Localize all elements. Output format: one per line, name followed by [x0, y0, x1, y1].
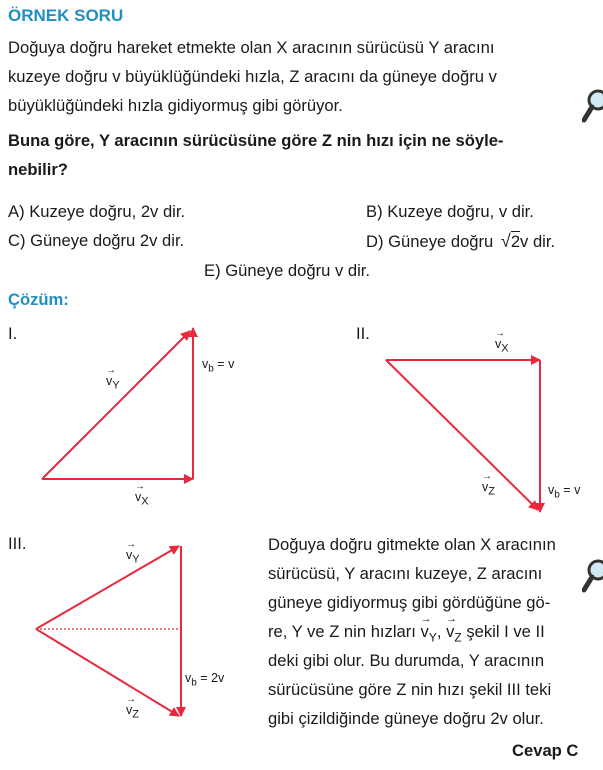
label-vb-3: $v_b = 2v$ [185, 671, 225, 689]
option-e: E) Güneye doğru v dir. [204, 261, 371, 280]
arrow-vz-3 [36, 629, 179, 716]
figure-1-label: I. [8, 324, 18, 343]
explanation-line-6: sürücüsüne göre Z nin hızı şekil III teki [268, 680, 552, 699]
question-line-1: Doğuya doğru hareket etmekte olan X aracının sürücüsü Y aracını [8, 38, 495, 57]
figure-1 [42, 328, 193, 479]
sqrt-radicand: 2 [510, 232, 521, 251]
option-c: C) Güneye doğru 2v dir. [8, 231, 185, 250]
solution-label: Çözüm: [8, 290, 69, 309]
option-d-suffix: v dir. [520, 232, 556, 251]
question-ask-line-1: Buna göre, Y aracının sürücüsüne göre Z nin hızı için ne söyle- [8, 131, 504, 150]
label-vz-3: → $v_Z$ [126, 694, 139, 721]
option-b: B) Kuzeye doğru, v dir. [366, 202, 534, 221]
label-vy-1: → $v_Y$ [106, 365, 120, 392]
label-vz-2: → $v_Z$ [482, 471, 495, 498]
explanation-line-1: Doğuya doğru gitmekte olan X aracının [268, 535, 556, 554]
label-vb-2: $v_b = v$ [548, 483, 581, 501]
figure-2 [386, 360, 540, 512]
figure-2-label: II. [356, 324, 370, 343]
question-line-2: kuzeye doğru v büyüklüğündeki hızla, Z aracını da güneye doğru v [8, 67, 497, 86]
explanation-line-3: güneye gidiyormuş gibi gördüğüne gö- [268, 593, 551, 612]
question-line-3: büyüklüğündeki hızla gidiyormuş gibi görüyor. [8, 96, 343, 115]
option-a: A) Kuzeye doğru, 2v dir. [8, 202, 186, 221]
arrow-vy-1 [42, 331, 190, 479]
explanation-line-2: sürücüsü, Y aracını kuzeye, Z aracını [268, 564, 543, 583]
label-vx-2: → $v_X$ [495, 328, 509, 355]
label-vy-3: → $v_Y$ [126, 539, 140, 566]
section-title: ÖRNEK SORU [8, 6, 124, 25]
explanation-line-5: deki gibi olur. Bu durumda, Y aracının [268, 651, 545, 670]
explanation-line-4: re, Y ve Z nin hızları → $v_Y$, → $v_Z$ şekil I ve II [268, 613, 545, 645]
magnifier-icon [582, 556, 603, 600]
sqrt-sign: √2 [500, 231, 521, 251]
figure-3 [36, 539, 181, 716]
figure-3-label: III. [8, 534, 27, 553]
answer-label: Cevap C [512, 741, 579, 760]
arrow-vz-2 [386, 360, 538, 510]
label-vx-1: → $v_X$ [135, 481, 149, 508]
option-d-prefix: D) Güneye doğru [366, 232, 494, 251]
explanation-line-7: gibi çizildiğinde güneye doğru 2v olur. [268, 709, 544, 728]
question-ask-line-2: nebilir? [8, 160, 68, 179]
arrow-vy-3 [36, 539, 179, 629]
label-vb-1: $v_b = v$ [202, 357, 235, 375]
